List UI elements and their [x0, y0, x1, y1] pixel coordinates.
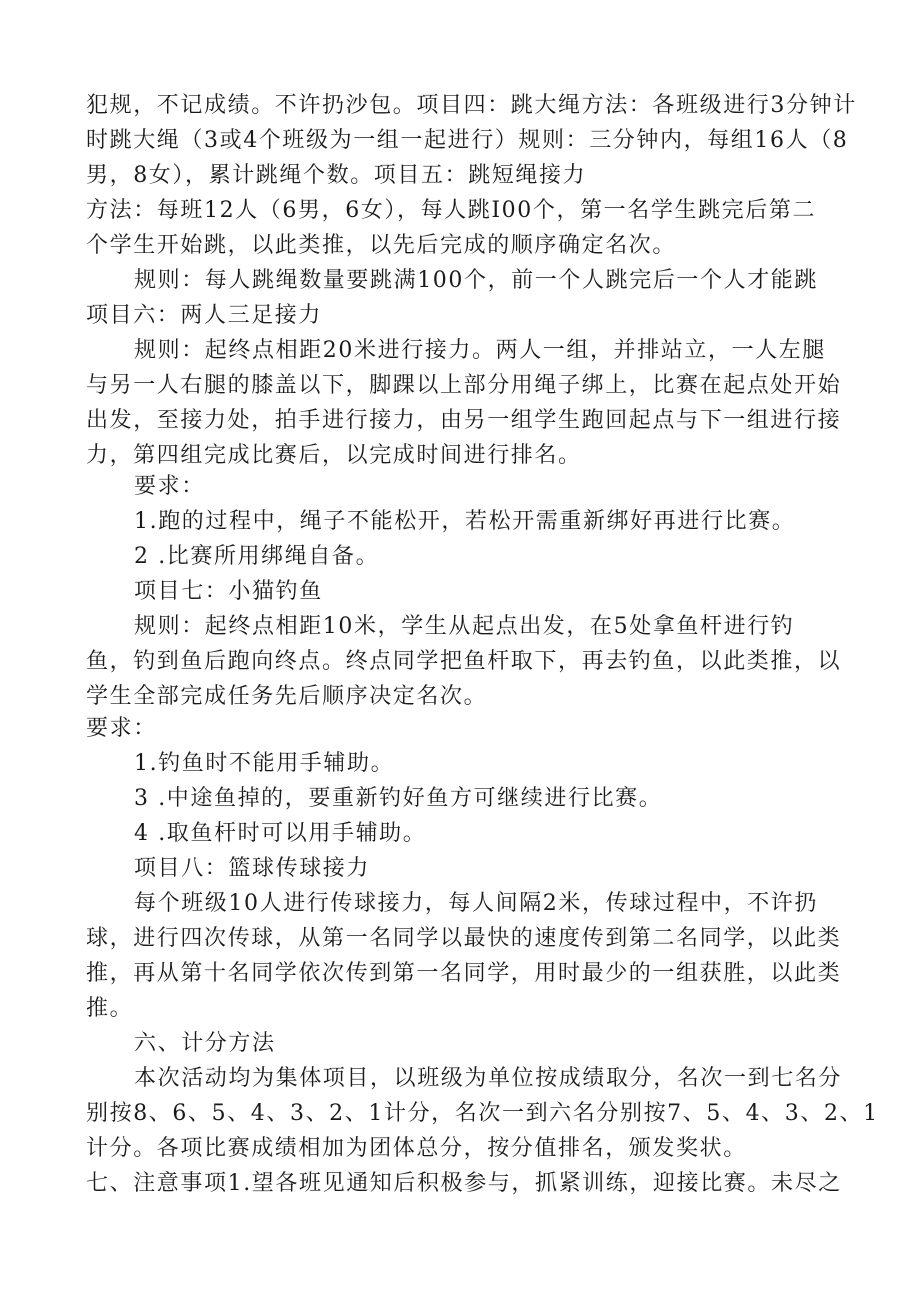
- text-line-21: 3 .中途鱼掉的，要重新钓好鱼方可继续进行比赛。: [134, 786, 663, 811]
- text-line-22: 4 .取鱼杆时可以用手辅助。: [134, 821, 427, 846]
- text-line-16: 规则：起终点相距10米，学生从起点出发，在5处拿鱼杆进行钓: [134, 614, 795, 639]
- text-line-11: 力，第四组完成比赛后，以完成时间进行排名。: [86, 443, 582, 468]
- text-line-14: 2 .比赛所用绑绳自备。: [134, 544, 380, 569]
- text-line-23: 项目八：篮球传球接力: [134, 856, 371, 881]
- text-line-7: 项目六：两人三足接力: [86, 303, 323, 328]
- text-line-2: 时跳大绳（3或4个班级为一组一起进行）规则：三分钟内，每组16人（8: [86, 128, 849, 153]
- text-line-29: 本次活动均为集体项目，以班级为单位按成绩取分，名次一到七名分: [134, 1066, 843, 1091]
- text-line-15: 项目七：小猫钓鱼: [134, 579, 323, 604]
- text-line-17: 鱼，钓到鱼后跑向终点。终点同学把鱼杆取下，再去钓鱼，以此类推，以: [86, 649, 842, 674]
- text-line-18: 学生全部完成任务先后顺序决定名次。: [86, 684, 488, 709]
- text-line-30: 别按8、6、5、4、3、2、1计分，名次一到六名分别按7、5、4、3、2、1: [86, 1101, 879, 1126]
- text-line-12: 要求：: [134, 474, 205, 499]
- text-line-31: 计分。各项比赛成绩相加为团体总分，按分值排名，颁发奖状。: [86, 1136, 747, 1161]
- text-line-1: 犯规，不记成绩。不许扔沙包。项目四：跳大绳方法：各班级进行3分钟计: [86, 93, 857, 118]
- text-line-3: 男，8女），累计跳绳个数。项目五：跳短绳接力: [86, 163, 587, 188]
- text-line-13: 1.跑的过程中，绳子不能松开，若松开需重新绑好再进行比赛。: [134, 509, 796, 534]
- text-line-20: 1.钓鱼时不能用手辅助。: [134, 751, 395, 776]
- text-line-9: 与另一人右腿的膝盖以下，脚踝以上部分用绳子绑上，比赛在起点处开始: [86, 373, 842, 398]
- text-line-19: 要求：: [86, 716, 157, 741]
- text-line-8: 规则：起终点相距20米进行接力。两人一组，并排站立，一人左腿: [134, 338, 826, 363]
- text-line-28: 六、计分方法: [134, 1031, 276, 1056]
- text-line-25: 球，进行四次传球，从第一名同学以最快的速度传到第二名同学，以此类: [86, 926, 842, 951]
- text-line-26: 推，再从第十名同学依次传到第一名同学，用时最少的一组获胜，以此类: [86, 961, 842, 986]
- text-line-10: 出发，至接力处，拍手进行接力，由另一组学生跑回起点与下一组进行接: [86, 408, 842, 433]
- text-line-24: 每个班级10人进行传球接力，每人间隔2米，传球过程中，不许扔: [134, 891, 818, 916]
- text-line-5: 个学生开始跳，以此类推，以先后完成的顺序确定名次。: [86, 233, 677, 258]
- text-line-6: 规则：每人跳绳数量要跳满100个，前一个人跳完后一个人才能跳: [134, 268, 818, 293]
- text-line-27: 推。: [86, 996, 134, 1021]
- text-line-4: 方法：每班12人（6男，6女），每人跳I00个，第一名学生跳完后第二: [86, 198, 817, 223]
- text-line-32: 七、注意事项1.望各班见通知后积极参与，抓紧训练，迎接比赛。未尽之: [86, 1171, 842, 1196]
